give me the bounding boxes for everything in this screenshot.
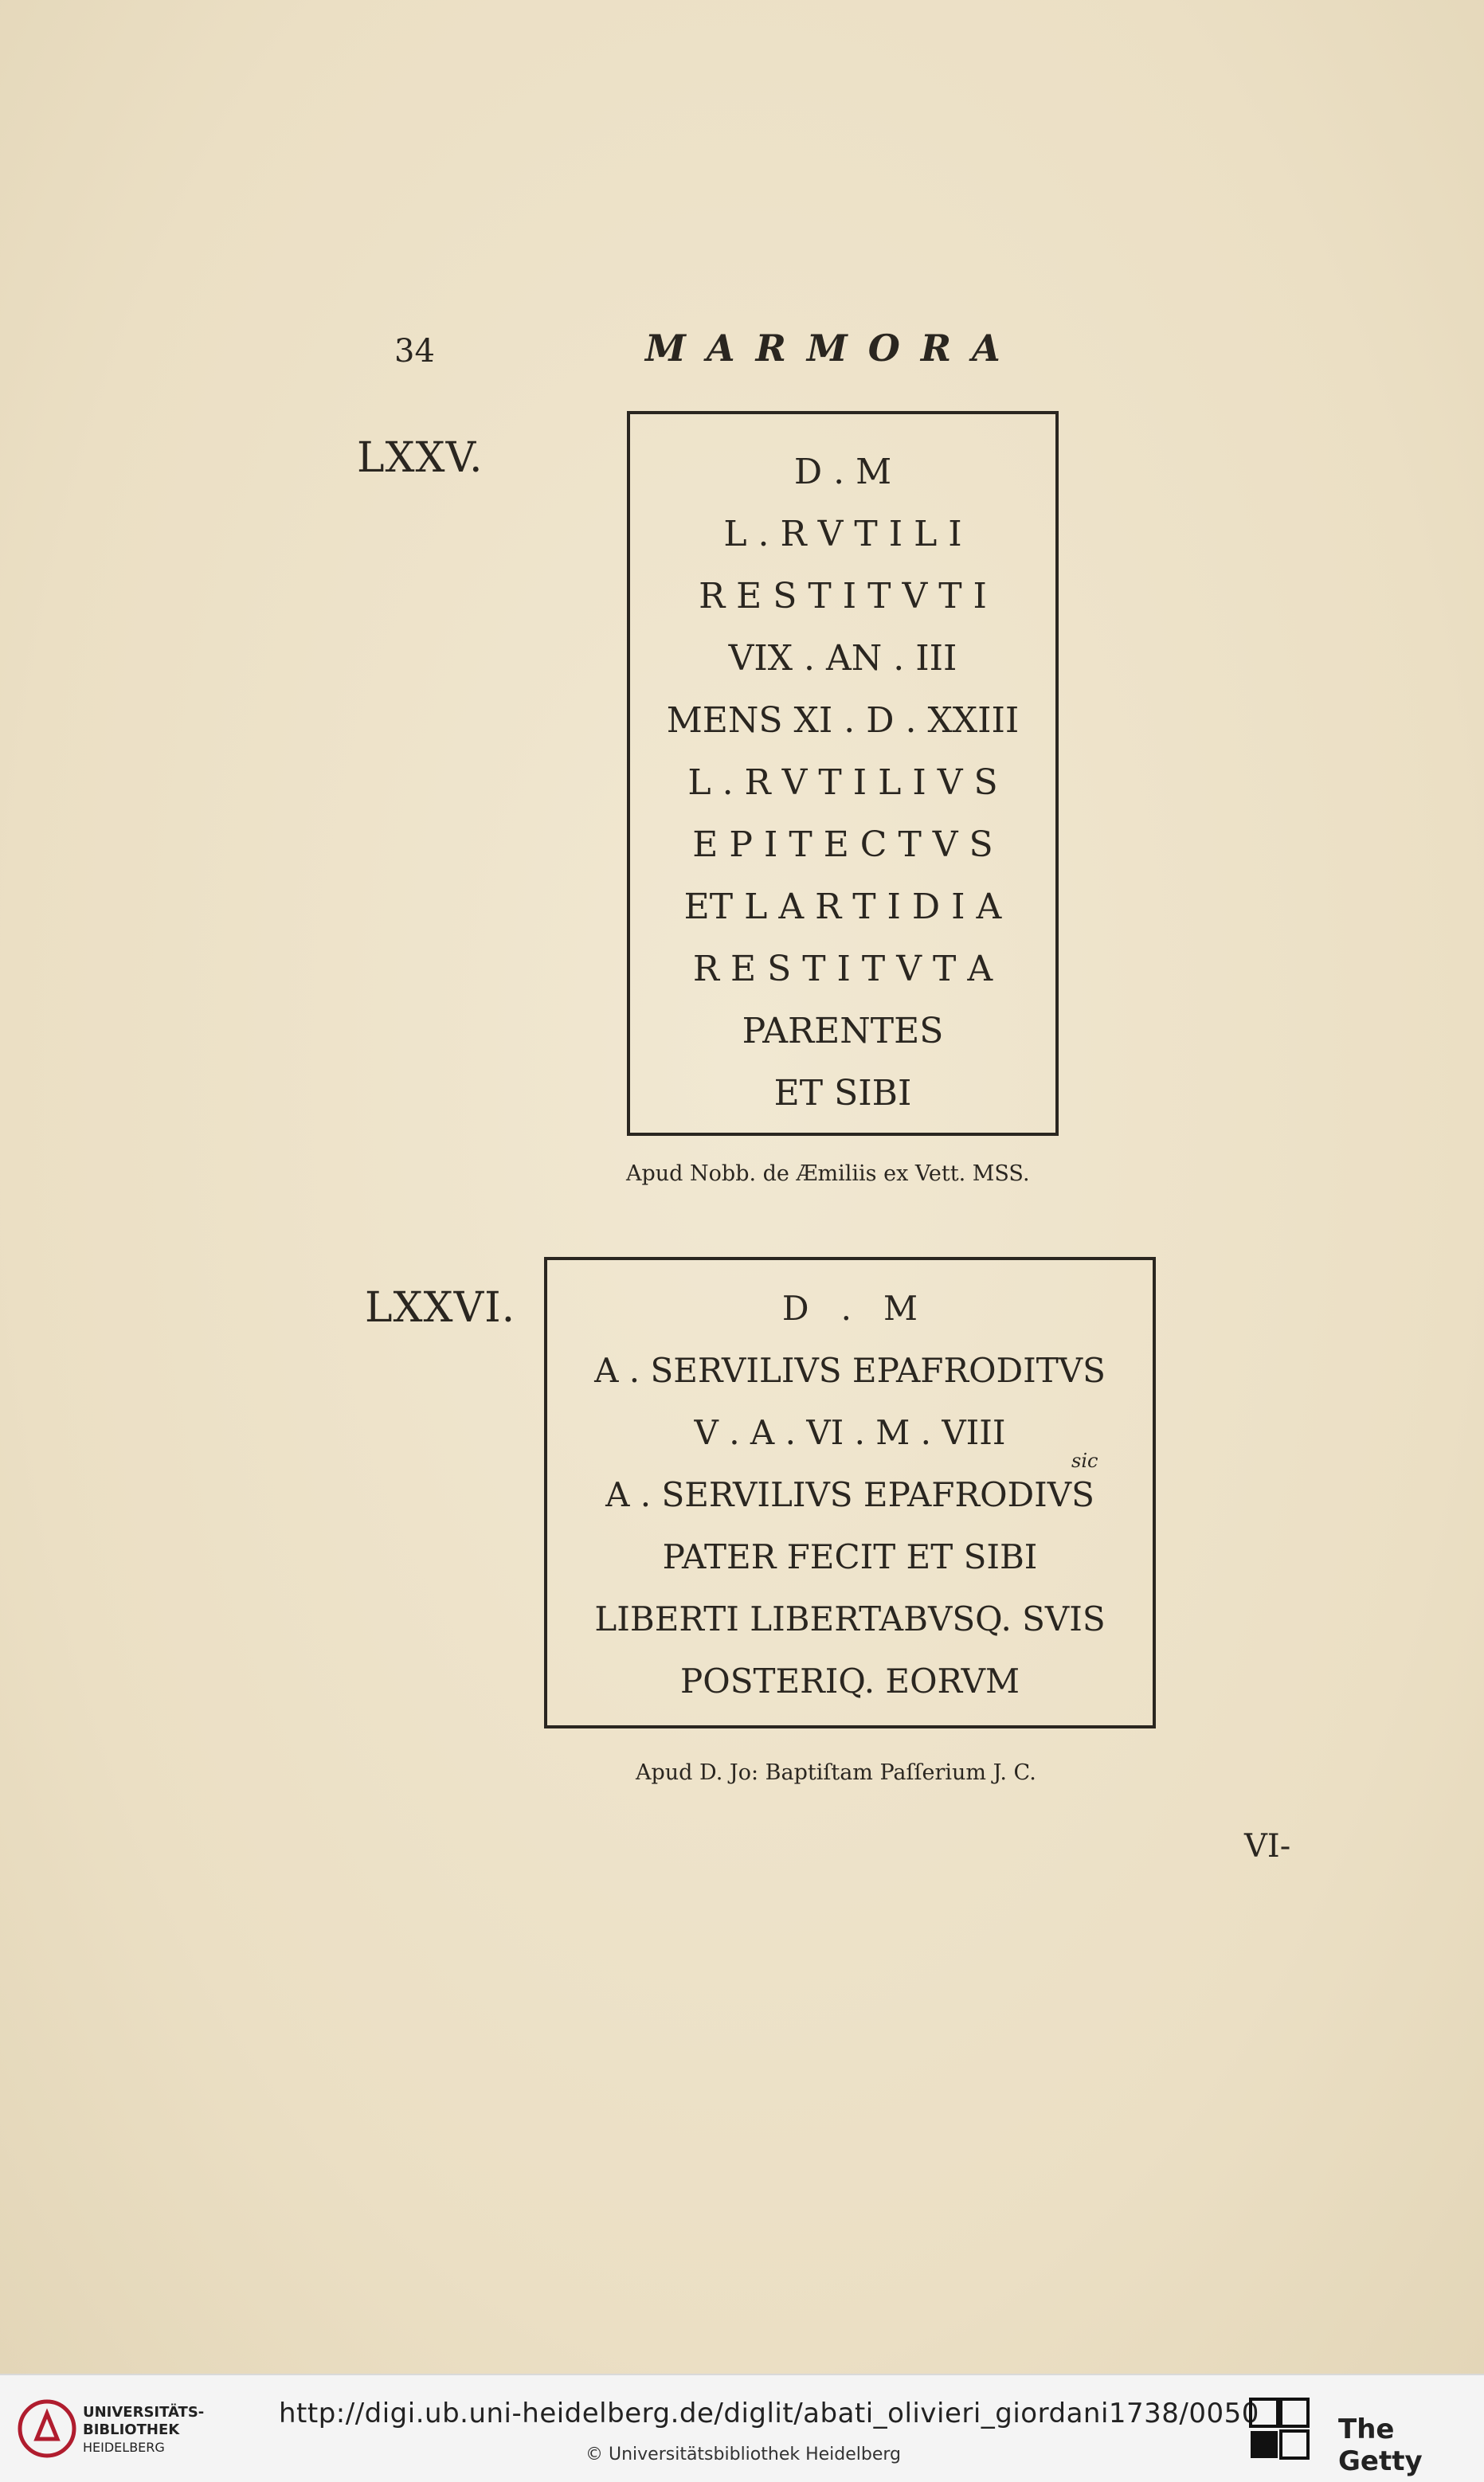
- university-seal-icon: [18, 2399, 76, 2458]
- inscription-75-line: E P I T E C T V S: [692, 824, 993, 865]
- inscription-76-numeral: LXXVI.: [365, 1284, 516, 1332]
- library-name-line: UNIVERSITÄTS-: [83, 2404, 205, 2421]
- inscription-75-line: L . R V T I L I: [723, 514, 962, 554]
- permalink-url[interactable]: http://digi.ub.uni-heidelberg.de/diglit/abati_olivieri_giordani1738/0050: [279, 2398, 1259, 2429]
- inscription-75-line: VIX . AN . III: [728, 638, 957, 679]
- inscription-76-line: V . A . VI . M . VIII: [694, 1413, 1006, 1452]
- catchword: VI-: [1244, 1828, 1291, 1865]
- sic-annotation: sic: [1071, 1450, 1098, 1472]
- inscription-76-line: A . SERVILIVS EPAFRODITVS: [594, 1351, 1106, 1390]
- inscription-75-line: R E S T I T V T I: [699, 576, 987, 617]
- inscription-76-line: PATER FECIT ET SIBI: [662, 1537, 1038, 1576]
- inscription-75-frame: [627, 411, 1059, 1136]
- inscription-76-line: D . M: [781, 1289, 918, 1328]
- library-name: [83, 2404, 204, 2457]
- inscription-76-source: Apud D. Jo: Baptiſtam Paſſerium J. C.: [636, 1760, 1036, 1785]
- library-name-line: BIBLIOTHEK: [83, 2421, 180, 2438]
- inscription-75-line: PARENTES: [742, 1011, 944, 1051]
- inscription-75-line: L . R V T I L I V S: [687, 762, 998, 803]
- inscription-75-line: D . M: [793, 452, 892, 492]
- inscription-75-line: MENS XI . D . XXIII: [666, 700, 1020, 741]
- inscription-76-line: LIBERTI LIBERTABVSQ. SVIS: [594, 1599, 1106, 1638]
- library-name-line: HEIDELBERG: [83, 2440, 165, 2455]
- page-number: 34: [394, 333, 435, 370]
- copyright-notice: © Universitätsbibliothek Heidelberg: [585, 2445, 902, 2464]
- inscription-75-line: ET SIBI: [773, 1073, 912, 1114]
- inscription-76-line: POSTERIQ. EORVM: [680, 1662, 1020, 1701]
- getty-logo-icon: [1249, 2398, 1310, 2463]
- inscription-75-line: R E S T I T V T A: [692, 949, 993, 989]
- partner-name: The Getty: [1338, 2413, 1423, 2477]
- inscription-76-line: A . SERVILIVS EPAFRODIVS: [605, 1475, 1094, 1514]
- inscription-75-source: Apud Nobb. de Æmiliis ex Vett. MSS.: [626, 1161, 1030, 1186]
- inscription-75-numeral: LXXV.: [357, 434, 484, 482]
- inscription-76-frame: [544, 1257, 1156, 1728]
- inscription-75-line: ET L A R T I D I A: [683, 887, 1002, 927]
- running-title: MARMORA: [645, 327, 1021, 370]
- footer-bar: [0, 2374, 1484, 2482]
